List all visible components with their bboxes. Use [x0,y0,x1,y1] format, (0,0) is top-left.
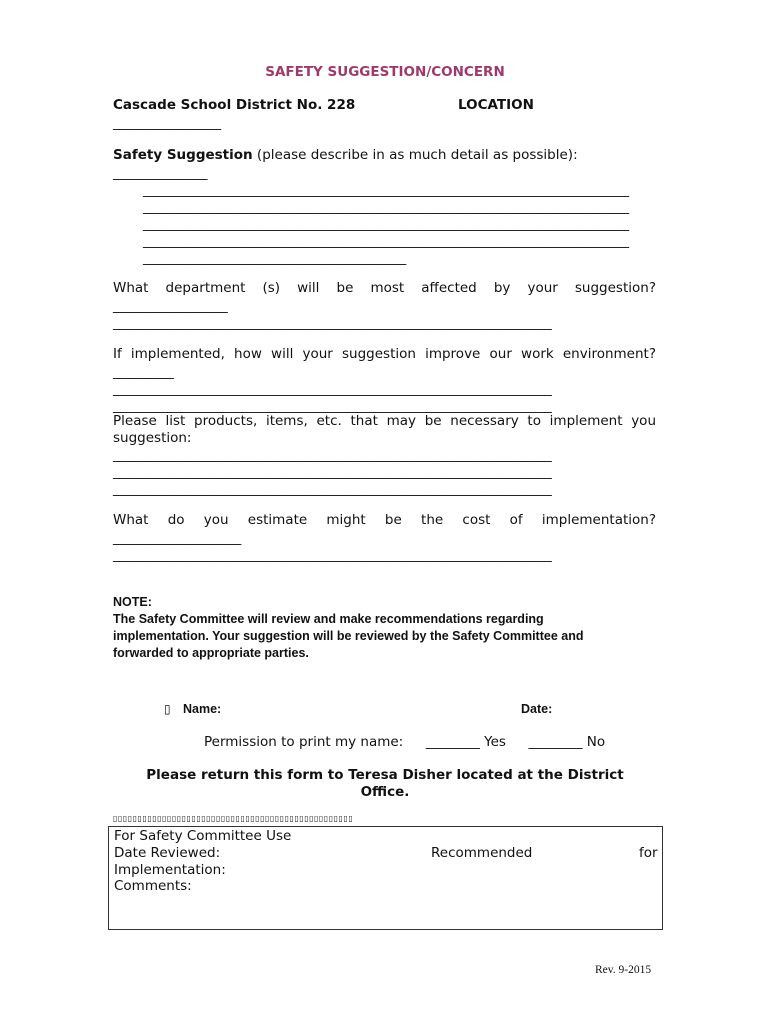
cost-line[interactable]: _________________________________________________________________ [113,547,552,563]
note-line-3: forwarded to appropriate parties. [113,646,309,660]
suggestion-short-line[interactable]: ______________ [113,165,208,181]
improve-question: If implemented, how will your suggestion improve our work environment? [113,346,656,362]
location-line[interactable]: ________________ [113,115,221,131]
products-question-cont: suggestion: [113,430,192,446]
suggestion-prompt [113,147,578,163]
permission-row [204,734,605,750]
revision-label: Rev. 9-2015 [595,964,652,976]
suggestion-line[interactable]: ________________________________________________________________________ [143,216,629,232]
cost-question: What do you estimate might be the cost of implementation? [113,512,656,528]
committee-heading: For Safety Committee Use [114,828,292,844]
name-label: Name: [183,702,222,716]
products-question: Please list products, items, etc. that may be necessary to implement you [113,413,656,429]
return-instruction-line-2: Office. [360,784,410,800]
improve-line[interactable]: _________________________________________________________________ [113,398,552,414]
products-line[interactable]: _________________________________________________________________ [113,481,552,497]
note-line-1: The Safety Committee will review and make recommendations regarding [113,612,544,626]
note-line-2: implementation. Your suggestion will be reviewed by the Safety Committee and [113,629,584,643]
department-line[interactable]: _________________________________________________________________ [113,315,552,331]
department-question: What department (s) will be most affected by your suggestion? [113,280,656,296]
no-blank[interactable]: ________ [528,734,583,750]
checkbox-icon[interactable]: ▯ [164,702,171,716]
location-label: LOCATION [458,97,534,113]
no-label: No [582,734,606,750]
permission-label: Permission to print my name: [204,734,404,750]
suggestion-instruction: (please describe in as much detail as possible): [252,147,578,163]
comments-label: Comments: [114,878,192,894]
products-line[interactable]: _________________________________________________________________ [113,447,552,463]
recommended-label: Recommended [431,845,533,861]
yes-blank[interactable]: ________ [425,734,480,750]
suggestion-line[interactable]: ________________________________________________________________________ [143,182,629,198]
date-label: Date: [521,702,553,716]
for-label: for [639,845,658,861]
department-short-line[interactable]: _________________ [113,298,228,314]
suggestion-line[interactable]: _______________________________________ [143,250,407,266]
return-instruction-line-1: Please return this form to Teresa Disher located at the District [146,767,624,783]
implementation-label: Implementation: [114,862,226,878]
box-border-glyphs: ▯▯▯▯▯▯▯▯▯▯▯▯▯▯▯▯▯▯▯▯▯▯▯▯▯▯▯▯▯▯▯▯▯▯▯▯▯▯▯▯▯▯▯▯▯▯▯▯▯ [113,814,354,823]
district-name: Cascade School District No. 228 [113,97,356,113]
suggestion-label: Safety Suggestion [113,147,253,163]
committee-use-box [108,826,663,930]
improve-short-line[interactable]: _________ [113,364,174,380]
date-reviewed-label: Date Reviewed: [114,845,221,861]
suggestion-line[interactable]: ________________________________________________________________________ [143,199,629,215]
products-line[interactable]: _________________________________________________________________ [113,464,552,480]
improve-line[interactable]: _________________________________________________________________ [113,381,552,397]
cost-short-line[interactable]: ___________________ [113,530,242,546]
note-heading: NOTE: [113,595,152,609]
form-title: SAFETY SUGGESTION/CONCERN [265,64,505,80]
yes-label: Yes [479,734,506,750]
suggestion-line[interactable]: ________________________________________________________________________ [143,233,629,249]
